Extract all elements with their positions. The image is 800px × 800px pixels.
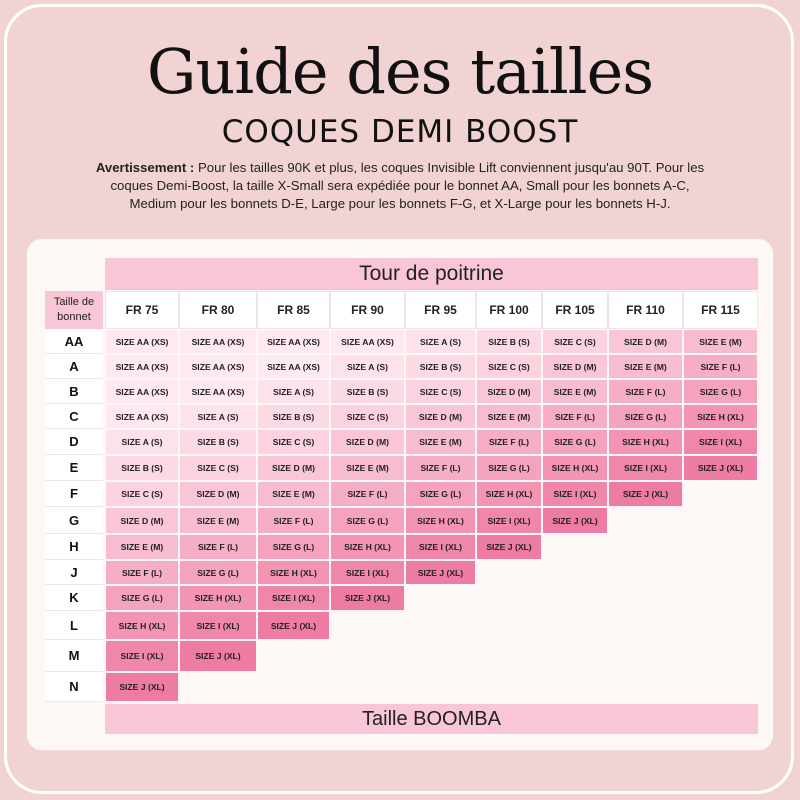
- size-cell: SIZE G (L): [542, 429, 608, 455]
- size-cell: SIZE H (XL): [257, 560, 330, 585]
- size-cell: SIZE AA (XS): [179, 329, 257, 354]
- size-cell: SIZE G (L): [179, 560, 257, 585]
- size-cell: SIZE AA (XS): [257, 329, 330, 354]
- size-cell: SIZE J (XL): [179, 640, 257, 672]
- size-cell: SIZE J (XL): [542, 507, 608, 534]
- cup-label: B: [45, 379, 103, 404]
- size-cell: SIZE J (XL): [476, 534, 542, 560]
- size-cell: SIZE F (L): [405, 455, 476, 481]
- size-cell: SIZE I (XL): [476, 507, 542, 534]
- size-cell: SIZE A (S): [179, 404, 257, 429]
- size-cell: SIZE C (S): [257, 429, 330, 455]
- size-cell: SIZE E (M): [476, 404, 542, 429]
- size-cell: SIZE D (M): [608, 329, 683, 354]
- cup-label: D: [45, 429, 103, 455]
- column-header: FR 115: [683, 291, 758, 329]
- size-cell: SIZE I (XL): [608, 455, 683, 481]
- size-cell: SIZE AA (XS): [330, 329, 405, 354]
- warning-text: Pour les tailles 90K et plus, les coques Invisible Lift conviennent jusqu'au 90T. Pour les coques Demi-Boost, la taille X-Small sera expédiée pour le bonnet AA, Small pour les bonnets A-C, Medium pour les bonnets D-E, Large pour les bonnets F-G, et X-Large pour les bonnets H-J.: [110, 160, 705, 211]
- cup-label: L: [45, 611, 103, 640]
- size-cell: SIZE D (M): [405, 404, 476, 429]
- column-header: FR 90: [330, 291, 405, 329]
- cup-label: A: [45, 354, 103, 379]
- size-cell: SIZE G (L): [683, 379, 758, 404]
- size-cell: SIZE D (M): [257, 455, 330, 481]
- size-cell: SIZE E (M): [405, 429, 476, 455]
- size-cell: SIZE I (XL): [683, 429, 758, 455]
- size-cell: SIZE J (XL): [105, 672, 179, 702]
- size-cell: SIZE F (L): [683, 354, 758, 379]
- size-cell: SIZE B (S): [105, 455, 179, 481]
- size-cell: SIZE I (XL): [330, 560, 405, 585]
- size-cell: SIZE E (M): [330, 455, 405, 481]
- cup-label: C: [45, 404, 103, 429]
- size-cell: SIZE J (XL): [257, 611, 330, 640]
- cup-label: J: [45, 560, 103, 585]
- size-cell: SIZE I (XL): [405, 534, 476, 560]
- size-cell: SIZE B (S): [179, 429, 257, 455]
- size-cell: SIZE H (XL): [405, 507, 476, 534]
- size-cell: SIZE C (S): [542, 329, 608, 354]
- cup-label: M: [45, 640, 103, 672]
- cup-label: F: [45, 481, 103, 507]
- size-cell: SIZE D (M): [330, 429, 405, 455]
- size-cell: SIZE AA (XS): [105, 329, 179, 354]
- size-cell: SIZE I (XL): [179, 611, 257, 640]
- size-cell: SIZE F (L): [542, 404, 608, 429]
- size-cell: SIZE I (XL): [542, 481, 608, 507]
- size-cell: SIZE G (L): [105, 585, 179, 611]
- size-cell: SIZE J (XL): [405, 560, 476, 585]
- size-cell: SIZE C (S): [179, 455, 257, 481]
- size-cell: SIZE G (L): [608, 404, 683, 429]
- boomba-size-band: Taille BOOMBA: [105, 704, 758, 734]
- page-title: Guide des tailles: [146, 35, 654, 108]
- size-cell: SIZE C (S): [405, 379, 476, 404]
- size-cell: SIZE F (L): [476, 429, 542, 455]
- size-cell: SIZE AA (XS): [257, 354, 330, 379]
- size-cell: SIZE C (S): [105, 481, 179, 507]
- size-cell: SIZE D (M): [542, 354, 608, 379]
- size-cell: SIZE E (M): [105, 534, 179, 560]
- size-cell: SIZE AA (XS): [179, 354, 257, 379]
- column-header: FR 100: [476, 291, 542, 329]
- cup-label: G: [45, 507, 103, 534]
- size-cell: SIZE F (L): [179, 534, 257, 560]
- size-cell: SIZE F (L): [330, 481, 405, 507]
- size-cell: SIZE F (L): [608, 379, 683, 404]
- size-cell: SIZE D (M): [179, 481, 257, 507]
- warning-note: [95, 159, 705, 213]
- size-cell: SIZE J (XL): [330, 585, 405, 611]
- size-cell: SIZE AA (XS): [105, 354, 179, 379]
- size-cell: SIZE H (XL): [179, 585, 257, 611]
- size-cell: SIZE E (M): [542, 379, 608, 404]
- size-cell: SIZE E (M): [683, 329, 758, 354]
- size-cell: SIZE A (S): [405, 329, 476, 354]
- chest-size-band: Tour de poitrine: [105, 258, 758, 290]
- size-cell: SIZE AA (XS): [105, 404, 179, 429]
- size-cell: SIZE B (S): [476, 329, 542, 354]
- size-cell: SIZE C (S): [476, 354, 542, 379]
- size-cell: SIZE A (S): [330, 354, 405, 379]
- size-cell: SIZE E (M): [257, 481, 330, 507]
- column-header: FR 95: [405, 291, 476, 329]
- size-cell: SIZE G (L): [330, 507, 405, 534]
- size-cell: SIZE H (XL): [542, 455, 608, 481]
- size-cell: SIZE H (XL): [683, 404, 758, 429]
- cup-label: N: [45, 672, 103, 702]
- size-cell: SIZE H (XL): [476, 481, 542, 507]
- column-header: FR 110: [608, 291, 683, 329]
- column-header: FR 85: [257, 291, 330, 329]
- size-cell: SIZE D (M): [105, 507, 179, 534]
- size-cell: SIZE B (S): [405, 354, 476, 379]
- column-header: FR 75: [105, 291, 179, 329]
- column-header: FR 80: [179, 291, 257, 329]
- size-cell: SIZE C (S): [330, 404, 405, 429]
- size-cell: SIZE I (XL): [105, 640, 179, 672]
- size-cell: SIZE I (XL): [257, 585, 330, 611]
- size-cell: SIZE G (L): [257, 534, 330, 560]
- size-cell: SIZE J (XL): [608, 481, 683, 507]
- size-cell: SIZE B (S): [330, 379, 405, 404]
- size-cell: SIZE F (L): [105, 560, 179, 585]
- size-cell: SIZE G (L): [476, 455, 542, 481]
- size-cell: SIZE D (M): [476, 379, 542, 404]
- size-cell: SIZE E (M): [179, 507, 257, 534]
- size-cell: SIZE F (L): [257, 507, 330, 534]
- size-cell: SIZE H (XL): [608, 429, 683, 455]
- size-cell: SIZE A (S): [105, 429, 179, 455]
- size-cell: SIZE A (S): [257, 379, 330, 404]
- size-cell: SIZE J (XL): [683, 455, 758, 481]
- size-cell: SIZE AA (XS): [179, 379, 257, 404]
- cup-label: E: [45, 455, 103, 481]
- size-cell: SIZE E (M): [608, 354, 683, 379]
- size-cell: SIZE B (S): [257, 404, 330, 429]
- cup-label: K: [45, 585, 103, 611]
- size-cell: SIZE G (L): [405, 481, 476, 507]
- size-cell: SIZE H (XL): [105, 611, 179, 640]
- page-subtitle: COQUES DEMI BOOST: [221, 114, 579, 150]
- size-cell: SIZE AA (XS): [105, 379, 179, 404]
- cup-label: AA: [45, 329, 103, 354]
- cup-label: H: [45, 534, 103, 560]
- size-cell: SIZE H (XL): [330, 534, 405, 560]
- cup-size-header: Taille de bonnet: [45, 291, 103, 329]
- column-header: FR 105: [542, 291, 608, 329]
- warning-label: Avertissement :: [95, 160, 195, 175]
